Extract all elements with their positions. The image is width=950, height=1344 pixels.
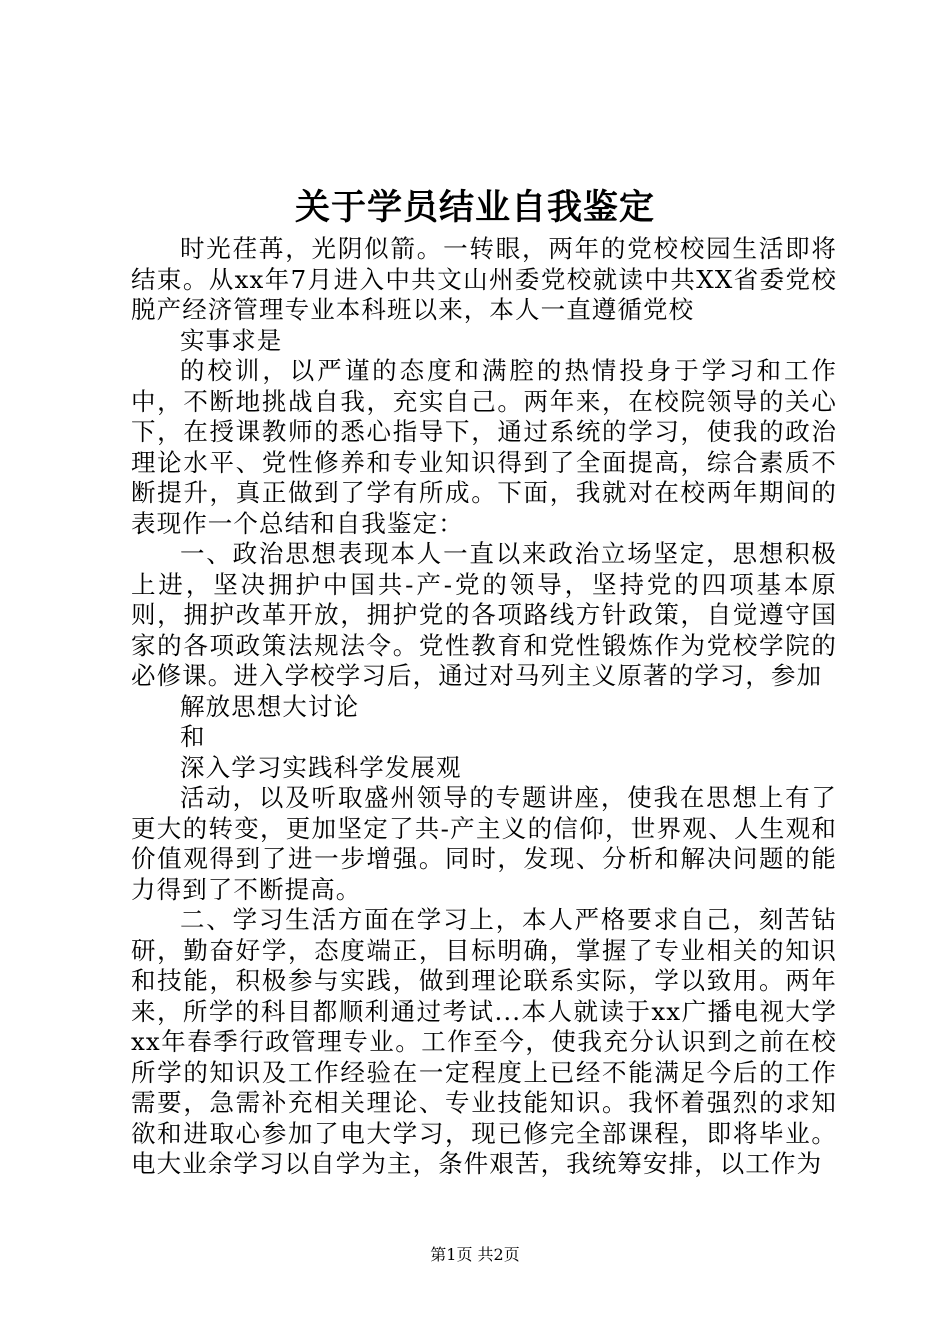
paragraph: 深入学习实践科学发展观 <box>180 752 462 782</box>
paragraph: 和 <box>180 722 206 751</box>
paragraph: 时光荏苒，光阴似箭。一转眼，两年的党校校园生活即将结束。从xx年7月进入中共文山州委党校就读中共XX省委党校脱产经济管理专业本科班以来，本人一直遵循党校 <box>131 234 837 324</box>
page-number-footer: 第1页 共2页 <box>430 1245 520 1264</box>
paragraph: 的校训，以严谨的态度和满腔的热情投身于学习和工作中，不断地挑战自我，充实自己。两年来，在校院领导的关心下，在授课教师的悉心指导下，通过系统的学习，使我的政治理论水平、党性修养和专业知识得到了全面提高，综合素质不断提升，真正做到了学有所成。下面，我就对在校两年期间的表现作一个总结和自我鉴定： <box>131 356 837 538</box>
document-body <box>131 234 837 1180</box>
paragraph: 实事求是 <box>180 325 283 355</box>
paragraph: 二、学习生活方面在学习上，本人严格要求自己，刻苦钻研，勤奋好学，态度端正，目标明确，掌握了专业相关的知识和技能，积极参与实践，做到理论联系实际，学以致用。两年来，所学的科目都顺利通过考试...本人就读于xx广播电视大学xx年春季行政管理专业。工作至今，使我充分认识到之前在校所学的知识及工作经验在一定程度上已经不能满足今后的工作需要，急需补充相关理论、专业技能知识。我怀着强烈的求知欲和进取心参加了电大学习，现已修完全部课程，即将毕业。电大业余学习以自学为主，条件艰苦，我统筹安排，以工作为 <box>131 905 837 1178</box>
paragraph: 解放思想大讨论 <box>180 691 360 721</box>
paragraph: 活动，以及听取盛州领导的专题讲座，使我在思想上有了更大的转变，更加坚定了共-产主义的信仰，世界观、人生观和价值观得到了进一步增强。同时，发现、分析和解决问题的能力得到了不断提高。 <box>131 783 837 904</box>
document-title: 关于学员结业自我鉴定 <box>294 187 655 228</box>
paragraph: 一、政治思想表现本人一直以来政治立场坚定，思想积极上进，坚决拥护中国共-产-党的领导，坚持党的四项基本原则，拥护改革开放，拥护党的各项路线方针政策，自觉遵守国家的各项政策法规法令。党性教育和党性锻炼作为党校学院的必修课。进入学校学习后，通过对马列主义原著的学习，参加 <box>131 539 837 690</box>
